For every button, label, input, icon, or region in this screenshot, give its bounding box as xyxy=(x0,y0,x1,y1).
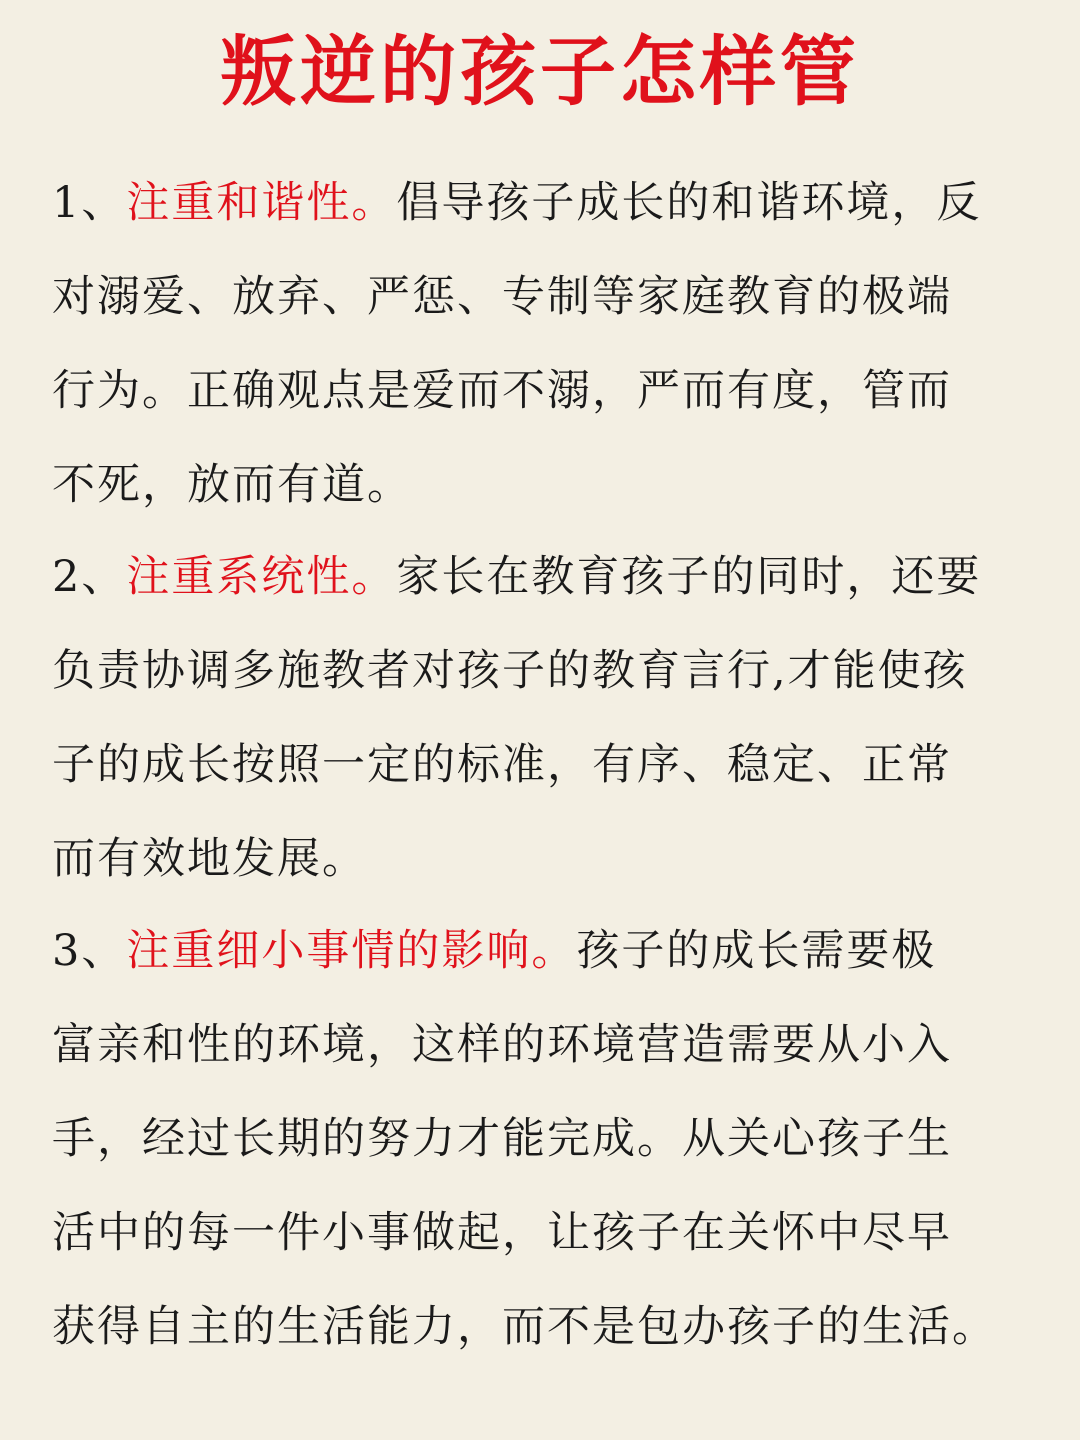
section-heading: 注重细小事情的影响。 xyxy=(126,926,577,976)
section-text: 而有效地发展。 xyxy=(52,834,367,884)
section-text: 手，经过长期的努力才能完成。从关心孩子生 xyxy=(52,1114,952,1164)
section-text: 获得自主的生活能力，而不是包办孩子的生活。 xyxy=(52,1302,997,1352)
section-text: 倡导孩子成长的和谐环境，反 xyxy=(396,178,982,228)
section-text: 孩子的成长需要极 xyxy=(576,926,937,976)
section-text: 对溺爱、放弃、严惩、专制等家庭教育的极端 xyxy=(52,272,952,322)
section-details xyxy=(52,904,1028,1374)
section-text: 富亲和性的环境，这样的环境营造需要从小入 xyxy=(52,1020,952,1070)
section-text: 不死，放而有道。 xyxy=(52,460,412,510)
section-heading: 注重系统性。 xyxy=(126,552,397,602)
section-number: 3、 xyxy=(52,926,127,976)
section-first-line xyxy=(52,530,1028,624)
section-text: 家长在教育孩子的同时，还要 xyxy=(396,552,982,602)
section-first-line xyxy=(52,156,1028,250)
section-number: 2、 xyxy=(52,552,127,602)
section-text: 子的成长按照一定的标准，有序、稳定、正常 xyxy=(52,740,952,790)
section-heading: 注重和谐性。 xyxy=(126,178,397,228)
section-text: 负责协调多施教者对孩子的教育言行,才能使孩 xyxy=(52,646,968,696)
section-number: 1、 xyxy=(52,178,127,228)
page-title: 叛逆的孩子怎样管 xyxy=(220,27,860,116)
section-text: 行为。正确观点是爱而不溺，严而有度，管而 xyxy=(52,366,952,416)
section-text: 活中的每一件小事做起，让孩子在关怀中尽早 xyxy=(52,1208,952,1258)
section-system xyxy=(52,530,1028,906)
section-harmony xyxy=(52,156,1028,532)
section-first-line xyxy=(52,904,1028,998)
